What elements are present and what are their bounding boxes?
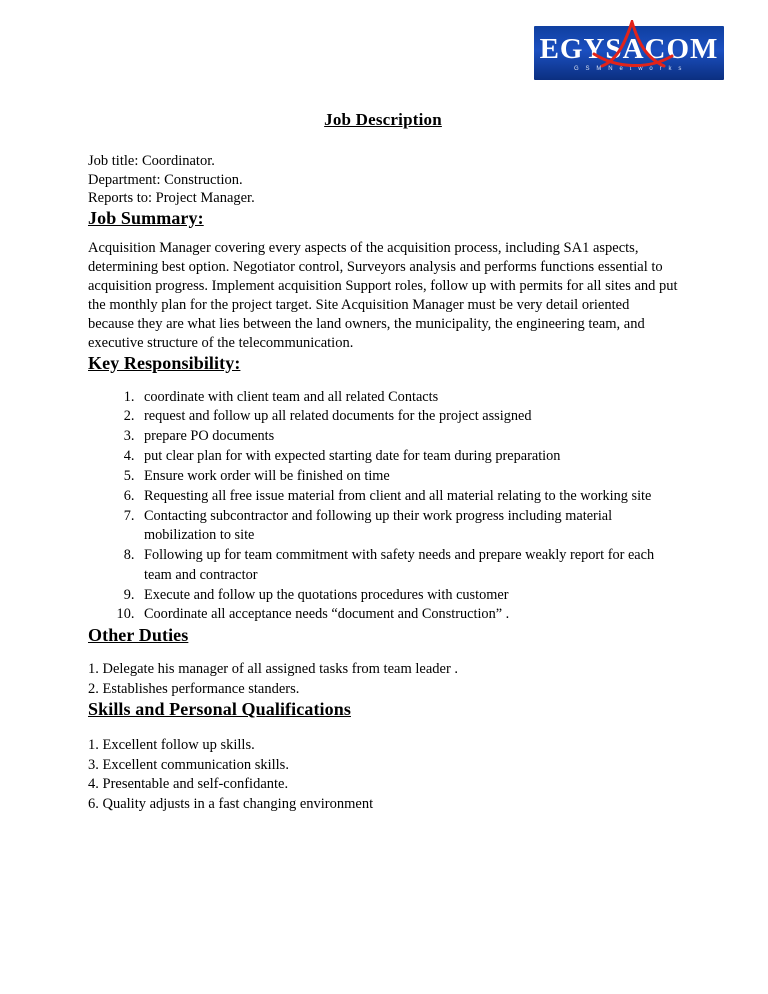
page-title: Job Description — [324, 110, 442, 129]
section-heading-job-summary: Job Summary: — [88, 207, 204, 228]
section-heading-other-duties: Other Duties — [88, 625, 189, 646]
other-duties-list — [88, 660, 678, 699]
list-item: 8. Following up for team commitment with safety needs and prepare weakly report for each team and contractor — [138, 546, 678, 585]
list-item: 9. Execute and follow up the quotations procedures with customer — [138, 586, 678, 605]
list-item: 7. Contacting subcontractor and following up their work progress including material mobilization to site — [138, 507, 678, 546]
list-item: 1. Excellent follow up skills. — [88, 737, 255, 754]
logo-brand-text: EGYSACOM — [539, 33, 719, 65]
list-item: 10. Coordinate all acceptance needs “document and Construction” . — [138, 605, 678, 624]
key-responsibility-list — [88, 388, 678, 625]
job-summary-text: Acquisition Manager covering every aspects of the acquisition process, including SA1 aspects, determining best option. Negotiator control, Surveyors analysis and performs functions essential to acquisition progress. Implement acquisition Support roles, follow up with permits for all sites and put the monthly plan for the project target. Site Acquisition Manager must be very detail oriented because they are what lies between the land owners, the municipality, the engineering team, and executive structure of the telecommunication. — [88, 239, 678, 351]
list-item: 3. prepare PO documents — [138, 427, 678, 446]
list-item: 2. Establishes performance standers. — [88, 680, 300, 697]
list-item: 2. request and follow up all related documents for the project assigned — [138, 407, 678, 426]
skills-list — [88, 736, 678, 814]
list-item: 4. put clear plan for with expected starting date for team during preparation — [138, 447, 678, 466]
company-logo — [534, 26, 724, 88]
list-item: 1. Delegate his manager of all assigned tasks from team leader . — [88, 661, 459, 678]
job-meta — [88, 152, 678, 208]
list-item: 4. Presentable and self-confidante. — [88, 776, 289, 793]
section-heading-skills: Skills and Personal Qualifications — [88, 699, 351, 720]
list-item: 6. Requesting all free issue material from client and all material relating to the working site — [138, 487, 678, 506]
meta-department: Department: Construction. — [88, 171, 243, 188]
meta-reports-to: Reports to: Project Manager. — [88, 190, 255, 206]
meta-job-title: Job title: Coordinator. — [88, 153, 215, 169]
list-item: 1. coordinate with client team and all related Contacts — [138, 388, 678, 407]
list-item: 3. Excellent communication skills. — [88, 756, 289, 773]
list-item: 5. Ensure work order will be finished on time — [138, 467, 678, 486]
section-heading-key-responsibility: Key Responsibility: — [88, 352, 241, 373]
logo-tagline: G S M N e t w o r k s — [574, 66, 684, 72]
list-item: 6. Quality adjusts in a fast changing environment — [88, 795, 374, 812]
